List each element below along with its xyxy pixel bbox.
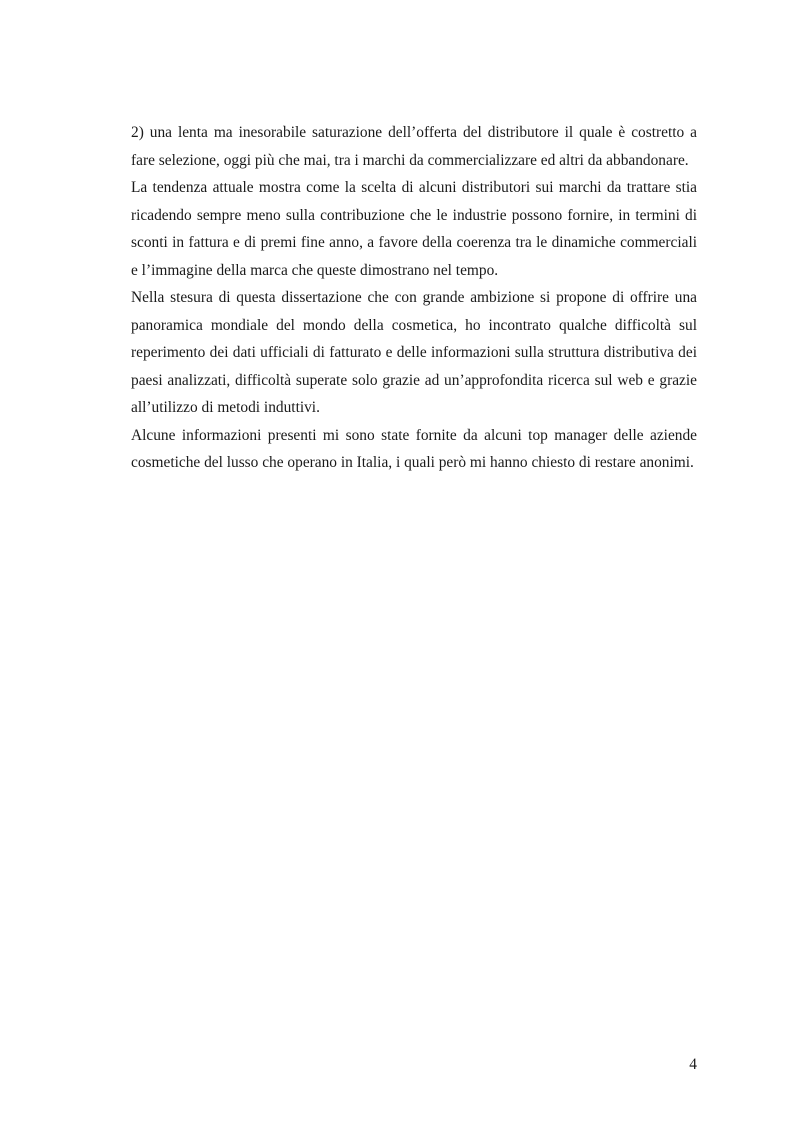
body-text: [131, 119, 697, 477]
page-number: 4: [689, 1056, 697, 1073]
paragraph-dissertation: Nella stesura di questa dissertazione che con grande ambizione si propone di offrire una panoramica mondiale del mondo della cosmetica, ho incontrato qualche difficoltà sul reperimento dei dati ufficiali di fatturato e delle informazioni sulla struttura distributiva dei paesi analizzati, difficoltà superate solo grazie ad un’approfondita ricerca sul web e grazie all’utilizzo di metodi induttivi.: [131, 289, 697, 416]
paragraph-saturation: 2) una lenta ma inesorabile saturazione dell’offerta del distributore il quale è costretto a fare selezione, oggi più che mai, tra i marchi da commercializzare ed altri da abbandonare.: [131, 124, 697, 169]
paragraph-sources: Alcune informazioni presenti mi sono state fornite da alcuni top manager delle aziende cosmetiche del lusso che operano in Italia, i quali però mi hanno chiesto di restare anonimi.: [131, 426, 697, 471]
paragraph-trend: La tendenza attuale mostra come la scelta di alcuni distributori sui marchi da trattare stia ricadendo sempre meno sulla contribuzione che le industrie possono fornire, in termini di sconti in fattura e di premi fine anno, a favore della coerenza tra le dinamiche commerciali e l’immagine della marca che queste dimostrano nel tempo.: [131, 179, 697, 279]
